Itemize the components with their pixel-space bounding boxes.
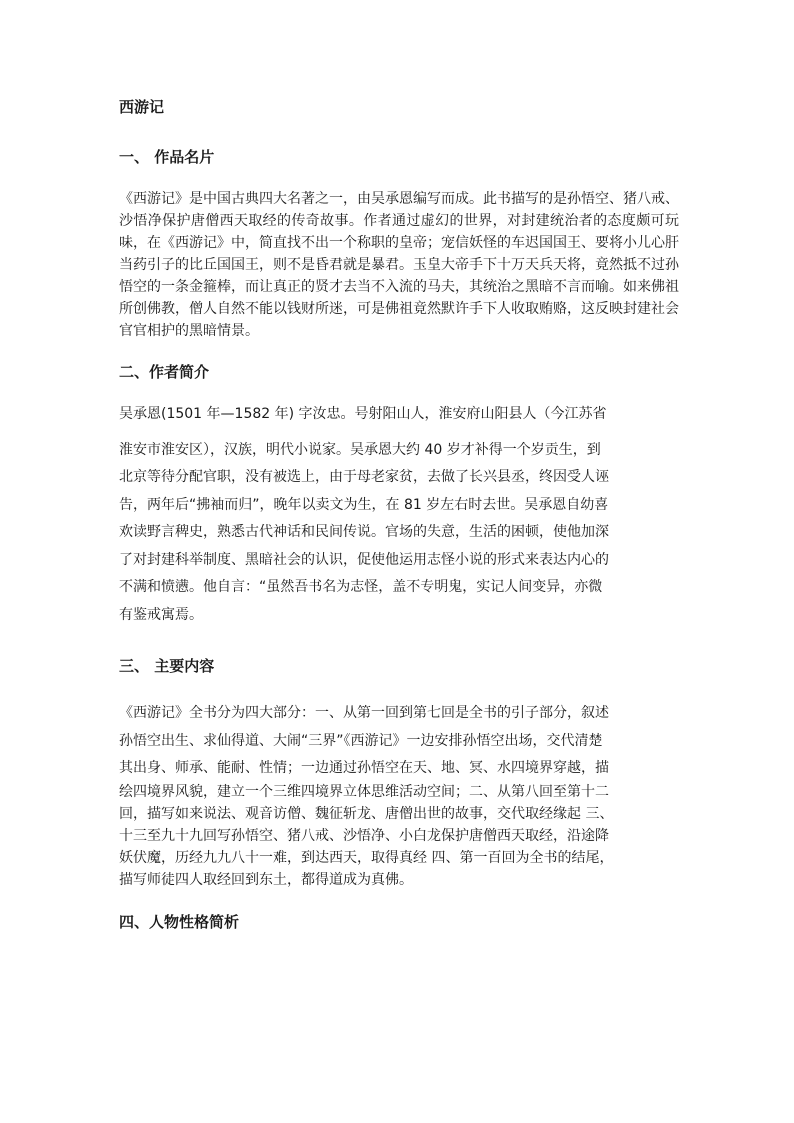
- section-heading-characters: 四、人物性格简析: [119, 913, 240, 931]
- content-line: 其出身、师承、能耐、性情；一边通过孙悟空在天、地、冥、水四境界穿越，描: [119, 760, 609, 776]
- content-line: 孙悟空出生、求仙得道、大闹“三界”《西游记》一边安排孙悟空出场，交代清楚: [119, 733, 603, 749]
- author-line: 了对封建科举制度、黑暗社会的认识，促使他运用志怪小说的形式来表达内心的: [119, 551, 609, 568]
- content-line: 十三至九十九回写孙悟空、猪八戒、沙悟净、小白龙保护唐僧西天取经，沿途降: [119, 828, 609, 844]
- content-line: 描写师徒四人取经回到东土，都得道成为真佛。: [119, 872, 413, 888]
- section-body-work-card: 《西游记》是中国古典四大名著之一，由吴承恩编写而成。此书描写的是孙悟空、猪八戒、沙悟净保护唐僧西天取经的传奇故事。作者通过虚幻的世界，对封建统治者的态度颇可玩味，在《西游记》中，简直找不出一个称职的皇帝；宠信妖怪的车迟国国王、要将小儿心肝当药引子的比丘国国王，则不是昏君就是暴君。玉皇大帝手下十万天兵天将，竟然抵不过孙悟空的一条金箍棒，而让真正的贤才去当不入流的马夫，其统治之黑暗不言而喻。如来佛祖所创佛教，僧人自然不能以钱财所迷，可是佛祖竟然默许手下人收取贿赂，这反映封建社会官官相护的黑暗情景。: [119, 191, 679, 339]
- section-heading-author: 二、作者简介: [119, 363, 210, 381]
- content-line: 绘四境界风貌，建立一个三维四境界立体思维活动空间；二、从第八回至第十二: [119, 784, 609, 800]
- section-body-author: [119, 401, 679, 629]
- document-title: 西游记: [119, 98, 165, 116]
- content-line: 《西游记》全书分为四大部分：一、从第一回到第七回是全书的引子部分，叙述: [119, 705, 609, 721]
- section-heading-main-content: 三、 主要内容: [119, 657, 215, 675]
- section-body-main-content: [119, 699, 679, 891]
- content-line: 回，描写如来说法、观音访僧、魏征斩龙、唐僧出世的故事，交代取经缘起 三、: [119, 806, 614, 822]
- document-body: [119, 96, 679, 933]
- author-line: 有鉴戒寓焉。: [119, 606, 203, 623]
- author-line: 欢读野言稗史，熟悉古代神话和民间传说。官场的失意，生活的困顿，使他加深: [119, 524, 609, 540]
- author-line: 吴承恩(1501 年—1582 年) 字汝忠。号射阳山人，淮安府山阳县人（今江苏省: [119, 406, 607, 422]
- author-line: 不满和愤懑。他自言：“虽然吾书名为志怪，盖不专明鬼，实记人间变异，亦微: [119, 579, 603, 595]
- author-line: 北京等待分配官职，没有被选上，由于母老家贫，去做了长兴县丞，终因受人诬: [119, 469, 609, 485]
- author-line: 告，两年后“拂袖而归”，晚年以卖文为生，在 81 岁左右时去世。吴承恩自幼喜: [119, 496, 609, 513]
- content-line: 妖伏魔，历经九九八十一难，到达西天，取得真经 四、第一百回为全书的结尾，: [119, 850, 614, 866]
- section-heading-work-card: 一、 作品名片: [119, 148, 215, 166]
- author-line: 淮安市淮安区），汉族，明代小说家。吴承恩大约 40 岁才补得一个岁贡生，到: [119, 441, 601, 458]
